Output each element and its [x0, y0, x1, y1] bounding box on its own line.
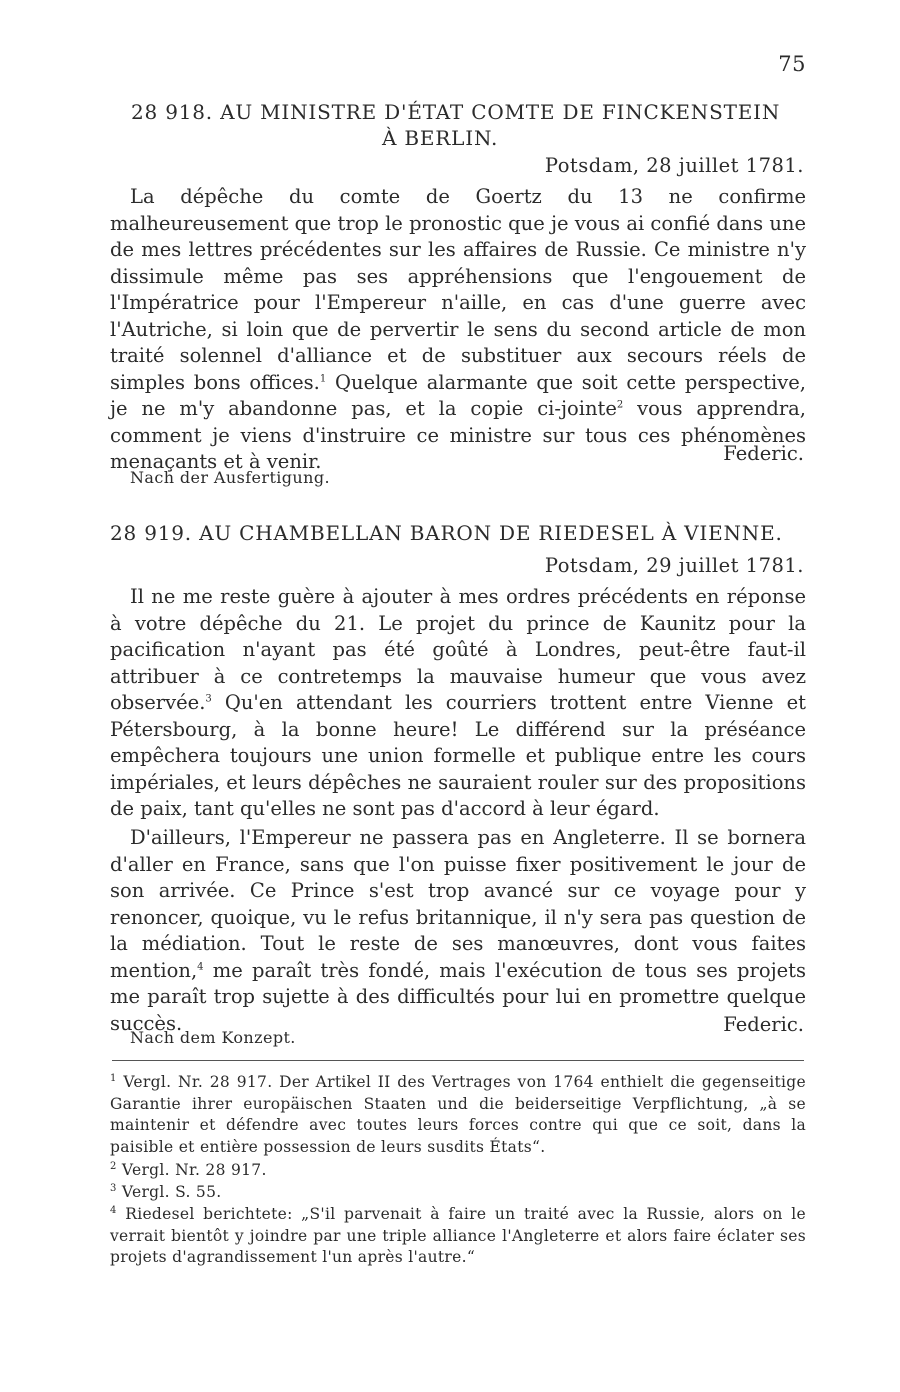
letter-dateline-28919: Potsdam, 29 juillet 1781. — [544, 554, 804, 577]
footnote-4 — [110, 1204, 806, 1269]
footnote-mark: 1 — [110, 1072, 117, 1084]
source-note-28918: Nach der Ausfertigung. — [130, 468, 330, 487]
letter-body-28919-p1-part2: Qu'en attendant les courriers trottent entre Vienne et Pétersbourg, à la bonne heure! Le différend sur la préséance empêchera toujours une union formelle et publique entre les cours impériales, et leurs dépêches ne sauraient rouler sur des propositions de paix, tant qu'elles ne sont pas d'accord à leur égard. — [110, 691, 806, 820]
footnote-text: Vergl. Nr. 28 917. — [121, 1161, 267, 1179]
footnote-text: Vergl. Nr. 28 917. Der Artikel II des Vertrages von 1764 enthielt die gegenseitige Garantie ihrer europäischen Staaten und die beiderseitige Verpflichtung, „à se maintenir et défendre avec toutes leurs forces contre qui que ce soit, dans la paisible et entière possession de leurs susdits États“. — [110, 1073, 806, 1156]
footnote-ref-3: 3 — [205, 693, 212, 705]
letter-body-28918-part3: vous apprendra, comment je viens d'instruire ce ministre sur tous ces phénomènes menaçants et à venir. — [110, 397, 806, 473]
letter-body-28919-p2 — [110, 825, 806, 1037]
letter-body-28918-part2: Quelque alarmante que soit cette perspective, je ne m'y abandonne pas, et la copie ci-jointe — [110, 370, 807, 420]
footnote-1 — [110, 1072, 806, 1158]
letter-body-28918 — [110, 184, 806, 476]
signature-28919: Federic. — [723, 1013, 804, 1036]
letter-body-28919-p2-part2: me paraît très fondé, mais l'exécution de tous ses projets me paraît trop sujette à des difficultés pour lui en promettre quelque succès. — [110, 958, 806, 1035]
source-note-28919: Nach dem Konzept. — [130, 1028, 296, 1047]
letter-heading-28919: 28 919. AU CHAMBELLAN BARON DE RIEDESEL À VIENNE. — [110, 521, 783, 545]
footnote-ref-2: 2 — [616, 399, 624, 411]
signature-28918: Federic. — [723, 442, 804, 465]
letter-dateline-28918: Potsdam, 28 juillet 1781. — [544, 154, 804, 177]
letter-heading-28918-line2: À BERLIN. — [382, 126, 499, 150]
footnote-ref-1: 1 — [319, 373, 327, 384]
page-number: 75 — [778, 52, 806, 76]
footnote-text: Vergl. S. 55. — [121, 1183, 222, 1201]
letter-body-28918-part1: La dépêche du comte de Goertz du 13 ne confirme malheureusement que trop le pronostic que je vous ai confié dans une de mes lettres précédentes sur les affaires de Russie. Ce ministre n'y dissimule même pas ses appréhensions que l'engouement de l'Impératrice pour l'Empereur n'aille, en cas d'une guerre avec l'Autriche, si loin que de pervertir le sens du second article de mon traité solennel d'alliance et de substituer aux secours réels de simples bons offices. — [110, 185, 806, 394]
footnote-text: Riedesel berichtete: „S'il parvenait à faire un traité avec la Russie, alors on le verrait bientôt y joindre par une triple alliance l'Angleterre et alors faire éclater ses projets d'agrandissement l'un après l'autre.“ — [110, 1205, 806, 1266]
footnote-mark: 3 — [110, 1182, 117, 1194]
footnote-mark: 2 — [110, 1160, 117, 1172]
footnote-2 — [110, 1160, 806, 1182]
footnote-ref-4: 4 — [197, 961, 204, 972]
letter-heading-28918-line1: 28 918. AU MINISTRE D'ÉTAT COMTE DE FINCKENSTEIN — [131, 100, 781, 124]
letter-body-28919-p1-part1: Il ne me reste guère à ajouter à mes ordres précédents en réponse à votre dépêche du 21. Le projet du prince de Kaunitz pour la pacification n'ayant pas été goûté à Londres, peut-être faut-il attribuer à ce contretemps la mauvaise humeur que vous avez observée. — [110, 585, 806, 714]
footnote-3 — [110, 1182, 806, 1204]
letter-body-28919-p2-part1: D'ailleurs, l'Empereur ne passera pas en Angleterre. Il se bornera d'aller en France, sans que l'on puisse fixer positivement le jour de son arrivée. Ce Prince s'est trop avancé sur ce voyage pour y renoncer, quoique, vu le refus britannique, il n'y sera pas question de la médiation. Tout le reste de ses manœuvres, dont vous faites mention, — [110, 826, 806, 982]
letter-body-28919-p1 — [110, 584, 806, 823]
footnote-divider — [112, 1060, 804, 1061]
footnote-mark: 4 — [110, 1204, 117, 1216]
